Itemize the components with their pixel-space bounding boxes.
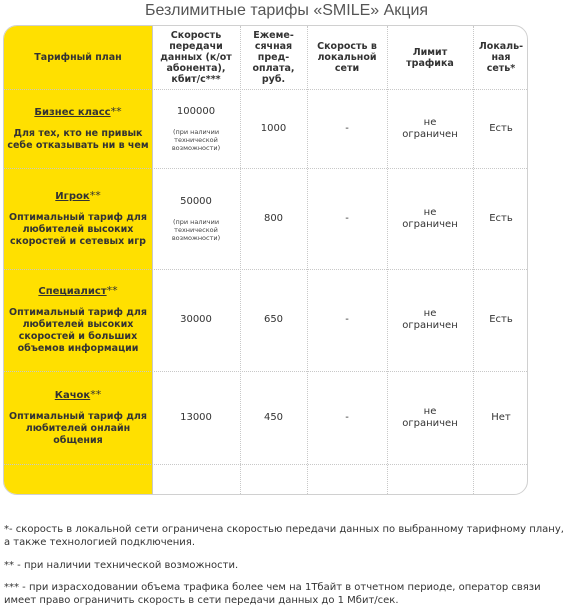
speed-note: (при наличии технической возможности) — [171, 127, 221, 152]
local-speed-value: - — [345, 212, 349, 224]
speed-note: (при наличии технической возможности) — [171, 217, 221, 242]
speed-value: 13000 — [180, 411, 212, 423]
plan-link[interactable]: Качок** — [54, 387, 102, 401]
header-payment: Ежеме-сячная пред-оплата, руб. — [252, 30, 295, 85]
plan-link[interactable]: Бизнес класс** — [34, 104, 122, 118]
payment-value: 650 — [263, 314, 284, 325]
plan-description: Оптимальный тариф для любителей онлайн общения — [9, 410, 147, 446]
speed-cell — [152, 168, 240, 269]
payment-value: 450 — [263, 411, 284, 423]
local-net-value: Нет — [491, 411, 511, 423]
header-local-net: Локаль-ная сеть* — [478, 41, 524, 74]
page-title: Безлимитные тарифы «SMILE» Акция — [144, 2, 429, 19]
plan-cell — [4, 269, 152, 371]
tariff-table — [3, 25, 528, 495]
header-local-speed: Скорость в локальной сети — [317, 41, 377, 74]
plan-link[interactable]: Игрок** — [55, 188, 101, 202]
traffic-limit-value: не ограничен — [402, 308, 458, 331]
local-net-value: Есть — [489, 212, 513, 224]
plan-cell — [4, 89, 152, 168]
local-speed-value: - — [345, 314, 349, 325]
plan-cell — [4, 168, 152, 269]
speed-value: 30000 — [180, 314, 212, 325]
speed-value: 100000 — [176, 105, 216, 117]
payment-value: 1000 — [260, 122, 287, 134]
local-speed-value: - — [345, 122, 349, 134]
traffic-limit-value: не ограничен — [402, 405, 458, 429]
plan-link[interactable]: Специалист** — [38, 284, 118, 297]
speed-value: 50000 — [180, 195, 212, 207]
traffic-limit-value: не ограничен — [402, 206, 458, 230]
header-plan: Тарифный план — [34, 52, 122, 63]
row-divider — [4, 464, 527, 465]
local-speed-value: - — [345, 411, 349, 423]
plan-description: Оптимальный тариф для любителей высоких скоростей и больших объемов информации — [9, 307, 147, 354]
speed-cell — [152, 89, 240, 168]
footnote-traffic: *** - при израсходовании объема трафика более чем на 1Тбайт в отчетном периоде, оператор связи имеет право ограничить скорость в сети передачи данных до 1 Мбит/сек. — [4, 582, 541, 606]
plan-description: Для тех, кто не привык себе отказывать ни в чем — [7, 127, 149, 151]
plan-description: Оптимальный тариф для любителей высоких скоростей и сетевых игр — [9, 211, 147, 247]
local-net-value: Есть — [489, 122, 513, 134]
local-net-value: Есть — [489, 314, 513, 325]
footnote-technical: ** - при наличии технической возможности. — [4, 560, 239, 571]
footnote-local-speed: *- скорость в локальной сети ограничена скоростью передачи данных по выбранному тарифному плану, а также технологией подключения. — [4, 524, 564, 548]
traffic-limit-value: не ограничен — [402, 116, 458, 140]
payment-value: 800 — [263, 212, 284, 224]
plan-cell — [4, 371, 152, 464]
header-speed: Скорость передачи данных (к/от абонента), кбит/с*** — [160, 30, 232, 85]
footnotes — [4, 523, 569, 607]
header-traffic-limit: Лимит трафика — [406, 46, 454, 69]
